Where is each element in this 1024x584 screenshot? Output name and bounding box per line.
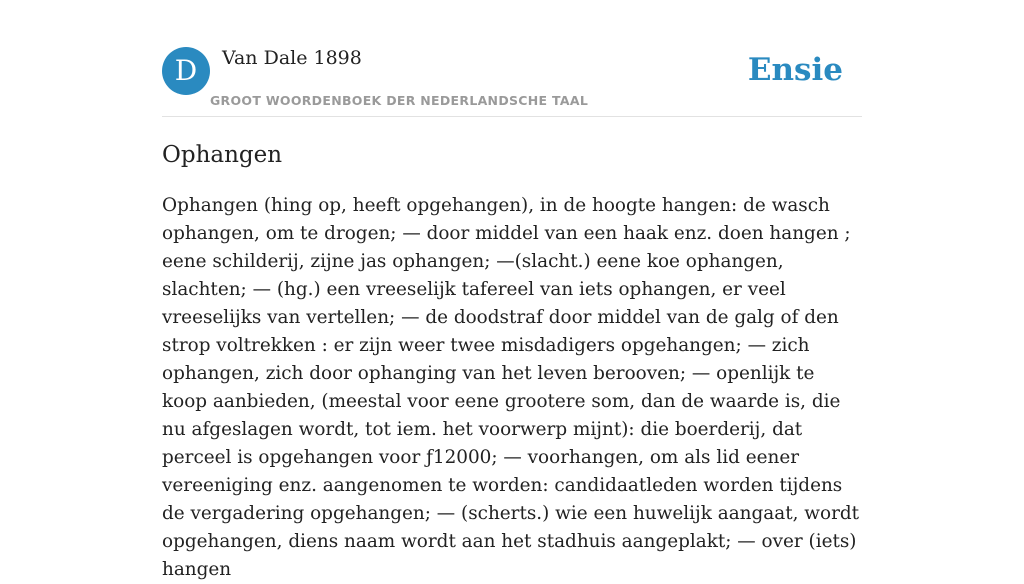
- dictionary-name-link[interactable]: Van Dale 1898: [222, 47, 362, 69]
- dictionary-header: [162, 46, 862, 117]
- entry-definition: Ophangen (hing op, heeft opgehangen), in de hoogte hangen: de wasch ophangen, om te drogen; — door middel van een haak enz. doen hangen ; eene schilderij, zijne jas ophangen; —(slacht.) eene koe ophangen, slachten; — (hg.) een vreeselijk tafereel van iets ophangen, er veel vreeselijks van vertellen; — de doodstraf door middel van de galg of den strop voltrekken : er zijn weer twee misdadigers opgehangen; — zich ophangen, zich door ophanging van het leven berooven; — openlijk te koop aanbieden, (meestal voor eene grootere som, dan de waarde is, die nu afgeslagen wordt, tot iem. het voorwerp mijnt): die boerderij, dat perceel is opgehangen voor ƒ12000; — voorhangen, om als lid eener vereeniging enz. aangenomen te worden: candidaatleden worden tijdens de vergadering opgehangen; — (scherts.) wie een huwelijk aangaat, wordt opgehangen, diens naam wordt aan het stadhuis aangeplakt; — over (iets) hangen: [162, 195, 860, 580]
- dictionary-avatar[interactable]: D: [162, 47, 210, 95]
- entry-title: Ophangen: [162, 142, 283, 168]
- ensie-logo[interactable]: Ensie: [747, 52, 843, 88]
- dictionary-subtitle: GROOT WOORDENBOEK DER NEDERLANDSCHE TAAL: [210, 93, 589, 108]
